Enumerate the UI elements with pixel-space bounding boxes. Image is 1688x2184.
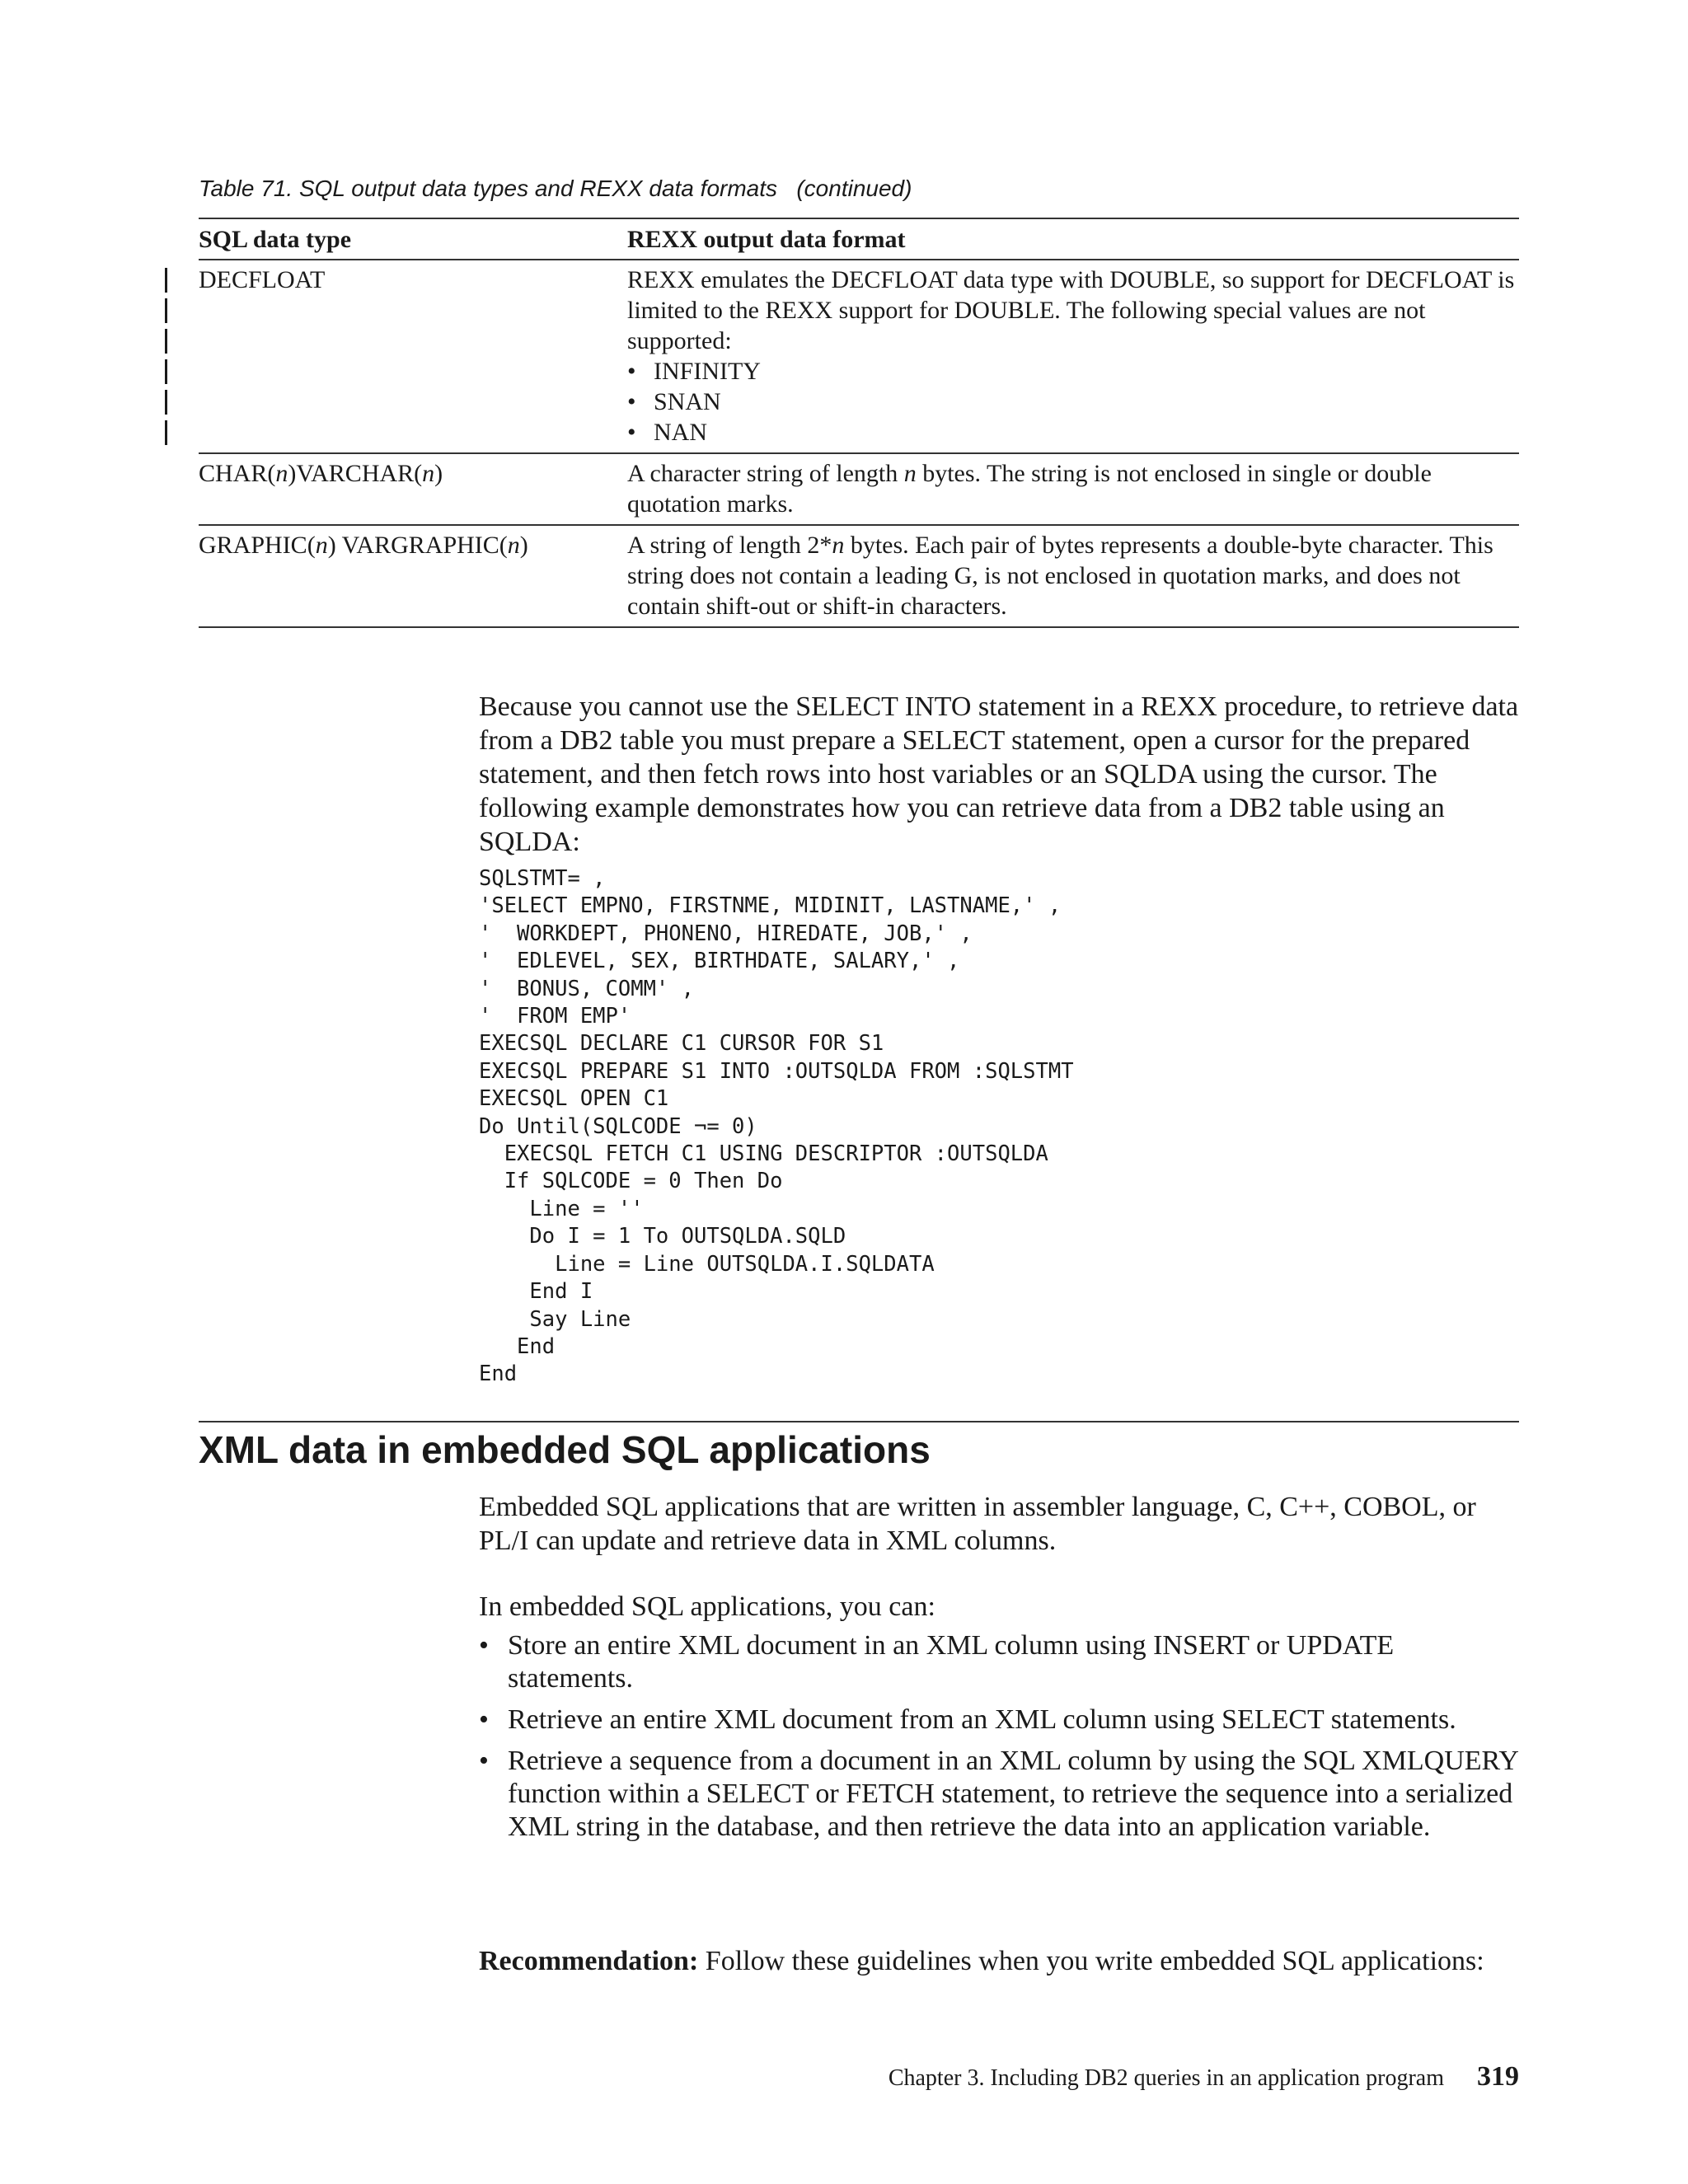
decfloat-unsupported-list bbox=[627, 356, 1519, 448]
intro-paragraph bbox=[479, 690, 1519, 859]
section-divider bbox=[199, 1421, 1519, 1422]
intro-paragraph-text: Because you cannot use the SELECT INTO statement in a REXX procedure, to retrieve data from a DB2 table you must prepare a SELECT statement, open a cursor for the prepared statement, and then fetch rows into host variables or an SQLDA using the cursor. The following example demonstrates how you can retrieve data from a DB2 table using an SQLDA: bbox=[479, 691, 1519, 857]
table-caption-suffix: (continued) bbox=[796, 176, 912, 201]
table-caption-text: Table 71. SQL output data types and REXX data formats bbox=[199, 176, 778, 201]
list-item: • Store an entire XML document in an XML column using INSERT or UPDATE statements. bbox=[479, 1629, 1519, 1695]
header-rexx-output-format: REXX output data format bbox=[627, 218, 1519, 260]
recommendation-paragraph: Recommendation: Follow these guidelines when you write embedded SQL applications: bbox=[479, 1946, 1484, 1976]
cell-decfloat-format bbox=[627, 260, 1519, 453]
section-title: XML data in embedded SQL applications bbox=[199, 1428, 931, 1471]
cell-graphic-format: A string of length 2*n bytes. Each pair of bytes represents a double-byte character. This string does not contain a leading G, is not enclosed in quotation marks, and does not contain shift-out or shift-in characters. bbox=[627, 525, 1519, 627]
change-bars bbox=[165, 268, 168, 451]
change-bar bbox=[165, 359, 167, 384]
table-header-row bbox=[199, 218, 1519, 260]
list-item: • Retrieve a sequence from a document in an XML column by using the SQL XMLQUERY function within a SELECT or FETCH statement, to retrieve the sequence into a serialized XML string in the database, and then retrieve the data into an application variable. bbox=[479, 1745, 1519, 1844]
list-item: • INFINITY bbox=[627, 356, 1519, 387]
change-bar bbox=[165, 329, 167, 354]
table-row bbox=[199, 525, 1519, 627]
section-paragraph: Embedded SQL applications that are written in assembler language, C, C++, COBOL, or PL/I can update and retrieve data in XML columns. bbox=[479, 1492, 1476, 1556]
change-bar bbox=[165, 390, 167, 415]
table-caption bbox=[199, 176, 912, 202]
page-number: 319 bbox=[1477, 2061, 1519, 2092]
table-row bbox=[199, 453, 1519, 525]
change-bar bbox=[165, 268, 167, 293]
footer-chapter: Chapter 3. Including DB2 queries in an application program bbox=[888, 2065, 1444, 2091]
cell-char-type: CHAR(n)VARCHAR(n) bbox=[199, 453, 627, 525]
recommendation-label: Recommendation: bbox=[479, 1946, 699, 1976]
list-item: • Retrieve an entire XML document from an XML column using SELECT statements. bbox=[479, 1704, 1519, 1736]
change-bar bbox=[165, 420, 167, 445]
data-types-table bbox=[199, 218, 1519, 628]
table-row bbox=[199, 260, 1519, 453]
section-paragraph: In embedded SQL applications, you can: bbox=[479, 1591, 935, 1622]
code-example: SQLSTMT= , 'SELECT EMPNO, FIRSTNME, MIDINIT, LASTNAME,' , ' WORKDEPT, PHONENO, HIREDATE, JOB,' , ' EDLEVEL, SEX, BIRTHDATE, SALARY,' , ' BONUS, COMM' , ' FROM EMP' EXECSQL DECLARE C1 CURSOR FOR S1 EXECSQL PREPARE S1 INTO :OUTSQLDA FROM :SQLSTMT EXECSQL OPEN C1 Do Until(SQLCODE ¬= 0) EXECSQL FETCH C1 USING DESCRIPTOR :OUTSQLDA If SQLCODE = 0 Then Do Line = '' Do I = 1 To OUTSQLDA.SQLD Line = Line OUTSQLDA.I.SQLDATA End I Say Line End End bbox=[479, 866, 1074, 1387]
decfloat-description: REXX emulates the DECFLOAT data type with DOUBLE, so support for DECFLOAT is limited to the REXX support for DOUBLE. The following special values are not supported: bbox=[627, 266, 1515, 354]
list-item: • NAN bbox=[627, 417, 1519, 448]
page-footer bbox=[889, 2060, 1519, 2095]
header-sql-data-type: SQL data type bbox=[199, 218, 627, 260]
list-item: • SNAN bbox=[627, 387, 1519, 417]
cell-decfloat-type: DECFLOAT bbox=[199, 260, 627, 453]
cell-char-format: A character string of length n bytes. The string is not enclosed in single or double quotation marks. bbox=[627, 453, 1519, 525]
cell-graphic-type: GRAPHIC(n) VARGRAPHIC(n) bbox=[199, 525, 627, 627]
capabilities-list bbox=[479, 1629, 1519, 1852]
change-bar bbox=[165, 298, 167, 323]
